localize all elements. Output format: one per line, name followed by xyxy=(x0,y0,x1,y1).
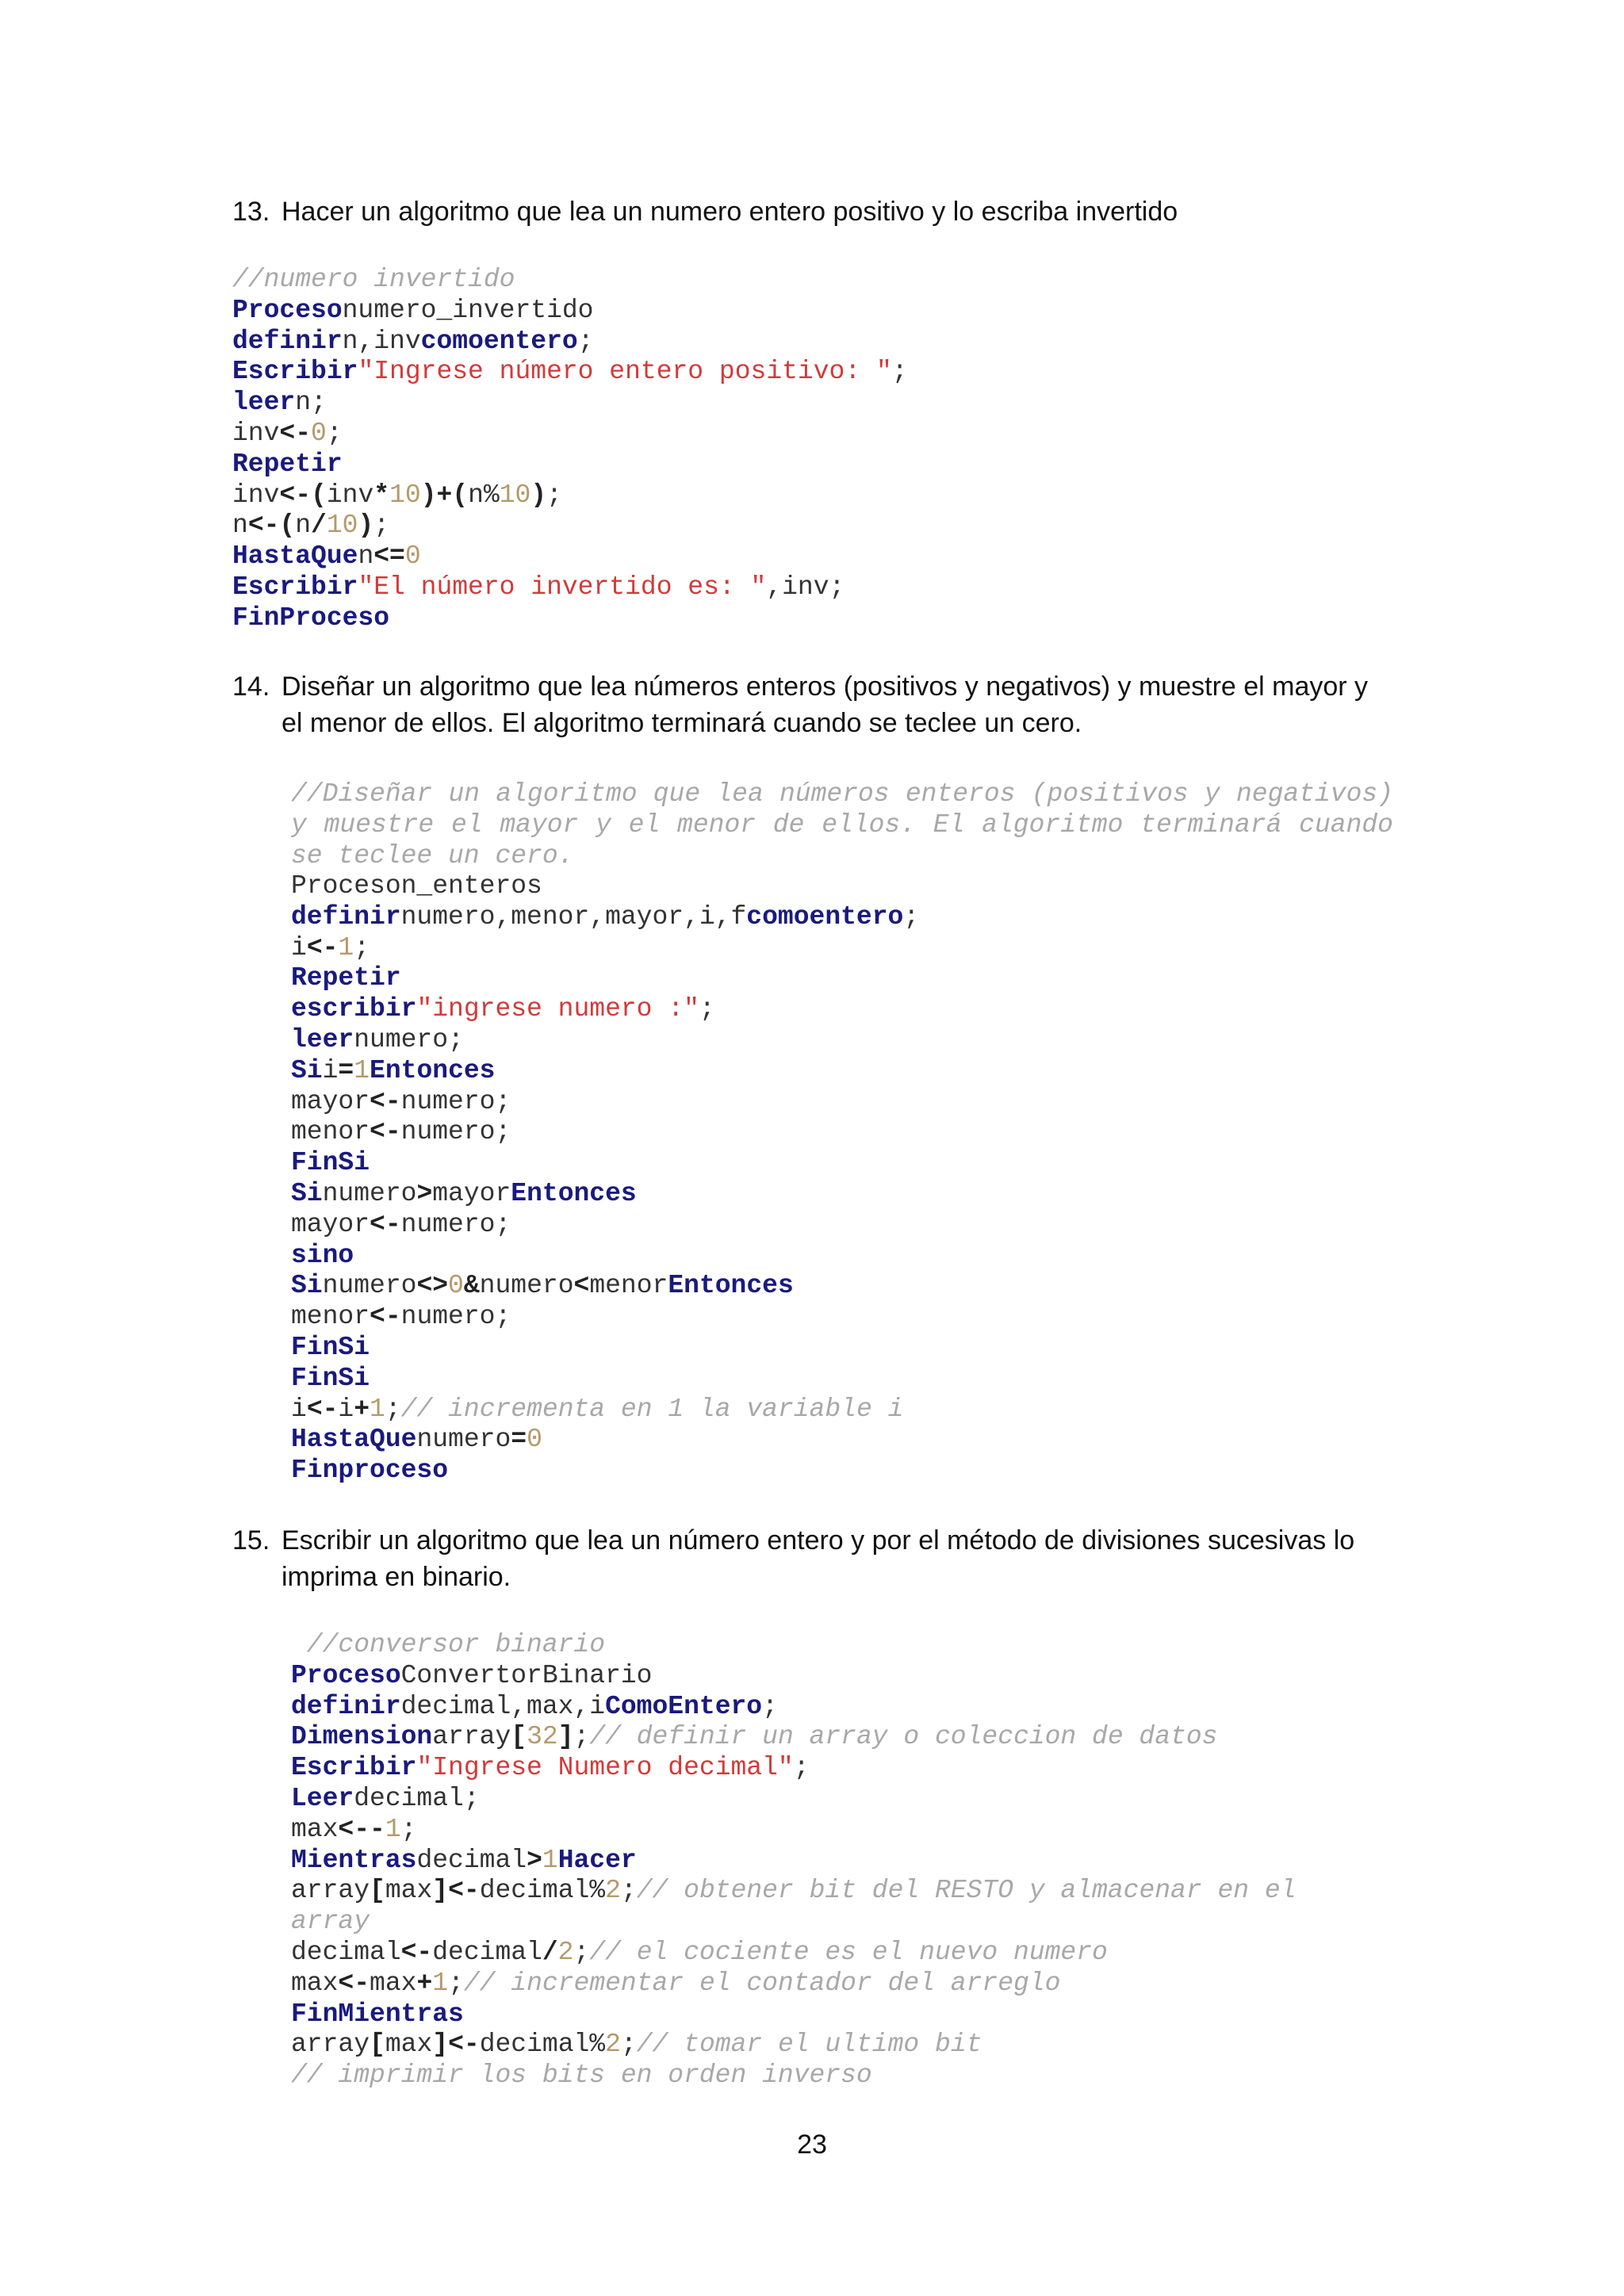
keyword: definir xyxy=(291,901,401,932)
code-line xyxy=(291,1876,1297,1907)
operator: [ xyxy=(511,1722,527,1752)
code-line xyxy=(291,963,919,994)
keyword: Proceso xyxy=(291,1660,401,1690)
operator: <> xyxy=(416,1271,449,1301)
code-line xyxy=(291,933,919,964)
identifier: ,inv; xyxy=(766,572,845,602)
identifier: menor xyxy=(291,1117,370,1147)
operator: <- xyxy=(370,1086,401,1116)
keyword: HastaQue xyxy=(291,1425,417,1455)
identifier: decimal,max,i xyxy=(400,1691,606,1721)
code-line xyxy=(232,419,908,450)
code-line xyxy=(291,1210,919,1241)
identifier: ; xyxy=(573,1937,590,1967)
code-comment: // incrementar el contador del arreglo xyxy=(463,1968,1061,1998)
number-literal: 0 xyxy=(527,1425,542,1455)
operator: > xyxy=(527,1845,542,1875)
identifier: ; xyxy=(546,480,562,510)
code-comment: // el cociente es el nuevo numero xyxy=(589,1937,1108,1967)
code-line xyxy=(291,1907,1297,1938)
keyword: leer xyxy=(232,388,296,418)
identifier: ; xyxy=(762,1691,778,1721)
identifier: i xyxy=(291,932,307,962)
identifier: array xyxy=(432,1722,511,1752)
keyword: comoentero xyxy=(420,326,578,356)
code-line xyxy=(291,871,919,902)
operator: <-( xyxy=(279,480,327,510)
code-line xyxy=(232,388,908,419)
code-comment: array xyxy=(291,1907,370,1937)
keyword: Hacer xyxy=(557,1845,637,1875)
operator: <- xyxy=(370,1117,401,1147)
operator: + xyxy=(416,1968,433,1998)
operator: <- xyxy=(306,932,339,962)
identifier: numero xyxy=(416,1425,511,1455)
operator: <- xyxy=(370,1209,401,1239)
identifier: n xyxy=(295,511,312,541)
identifier: ConvertorBinario xyxy=(400,1660,653,1690)
identifier: ; xyxy=(326,418,343,448)
number-literal: 1 xyxy=(542,1845,558,1875)
code-line xyxy=(291,1784,1297,1815)
code-comment: //conversor binario xyxy=(291,1630,606,1659)
code-line xyxy=(291,1364,919,1395)
code-line xyxy=(291,1333,919,1364)
number-literal: 1 xyxy=(432,1968,449,1998)
code-comment: // obtener bit del RESTO y almacenar en el xyxy=(636,1876,1297,1906)
identifier: ; xyxy=(373,511,390,541)
keyword: FinProceso xyxy=(232,603,390,633)
code-line xyxy=(291,1087,919,1118)
keyword: Entonces xyxy=(668,1271,794,1301)
keyword: Escribir xyxy=(232,572,358,602)
keyword: leer xyxy=(291,1024,354,1054)
keyword: escribir xyxy=(291,994,417,1024)
code-line xyxy=(232,541,908,572)
keyword: Si xyxy=(291,1271,323,1301)
operator: / xyxy=(311,511,327,541)
keyword: ComoEntero xyxy=(605,1691,763,1721)
operator: / xyxy=(542,1937,558,1967)
identifier: decimal% xyxy=(479,2030,606,2060)
keyword: Repetir xyxy=(232,449,343,479)
number-literal: 1 xyxy=(354,1055,370,1085)
identifier: i xyxy=(291,1394,307,1424)
operator: <- xyxy=(279,418,312,448)
identifier: decimal; xyxy=(354,1783,480,1813)
identifier: numero_invertido xyxy=(342,295,594,325)
operator: <- xyxy=(370,1302,401,1332)
operator: * xyxy=(373,480,390,510)
identifier: n% xyxy=(468,480,500,510)
exercise-14-comment: //Diseñar un algoritmo que lea números enteros (positivos y negativos) y muestre el mayor y el menor de ellos. El algoritmo terminará cuando se teclee un cero. xyxy=(291,779,1393,871)
code-comment: // imprimir los bits en orden inverso xyxy=(291,2061,872,2091)
identifier: decimal xyxy=(291,1937,401,1967)
exercise-14-code xyxy=(291,871,919,1487)
identifier: array xyxy=(291,2030,370,2060)
number-literal: 1 xyxy=(385,1814,401,1844)
identifier: inv xyxy=(232,418,280,448)
identifier: ; xyxy=(573,1722,590,1752)
string-literal: "Ingrese número entero positivo: " xyxy=(358,357,892,387)
number-literal: 2 xyxy=(605,1876,621,1906)
identifier: menor xyxy=(291,1302,370,1332)
operator: ]<- xyxy=(432,1876,480,1906)
keyword: FinSi xyxy=(291,1148,370,1178)
number-literal: 10 xyxy=(326,511,358,541)
operator: <- xyxy=(338,1968,370,1998)
code-line xyxy=(291,1179,919,1210)
code-line xyxy=(291,1846,1297,1877)
operator: = xyxy=(511,1425,527,1455)
number-literal: 1 xyxy=(370,1394,385,1424)
keyword: Si xyxy=(291,1178,323,1208)
operator: <- xyxy=(338,1814,370,1844)
code-line xyxy=(232,511,908,541)
identifier: max xyxy=(370,1968,417,1998)
number-literal: 10 xyxy=(499,480,531,510)
identifier: ; xyxy=(400,1814,417,1844)
code-line xyxy=(291,1999,1297,2030)
code-line xyxy=(232,480,908,511)
identifier: max xyxy=(385,1876,433,1906)
code-line xyxy=(232,603,908,634)
identifier: numero xyxy=(479,1271,574,1301)
exercise-text-line1: Diseñar un algoritmo que lea números enteros (positivos y negativos) y muestre el mayor y xyxy=(282,672,1369,702)
identifier: ; xyxy=(903,901,920,932)
code-line xyxy=(291,1241,919,1272)
operator: <- xyxy=(400,1937,433,1967)
operator: ) xyxy=(530,480,547,510)
keyword: Leer xyxy=(291,1783,354,1813)
identifier: max xyxy=(291,1814,339,1844)
number-literal: 0 xyxy=(448,1271,464,1301)
operator: + xyxy=(354,1394,370,1424)
identifier: numero; xyxy=(400,1086,511,1116)
identifier: ; xyxy=(699,994,715,1024)
exercise-13-heading xyxy=(232,193,1422,230)
code-line xyxy=(232,296,908,327)
code-line xyxy=(291,1630,1297,1661)
number-literal: 1 xyxy=(338,932,354,962)
operator: > xyxy=(416,1178,433,1208)
code-line xyxy=(291,1661,1297,1692)
keyword: Repetir xyxy=(291,963,401,993)
number-literal: 0 xyxy=(311,418,327,448)
number-literal: 10 xyxy=(389,480,421,510)
keyword: Escribir xyxy=(291,1753,417,1783)
operator: [ xyxy=(370,2030,385,2060)
keyword: Finproceso xyxy=(291,1456,449,1486)
identifier: ; xyxy=(620,1876,637,1906)
operator: [ xyxy=(370,1876,385,1906)
number-literal: 2 xyxy=(557,1937,574,1967)
identifier: i xyxy=(322,1055,339,1085)
identifier: array xyxy=(291,1876,370,1906)
operator: ) xyxy=(358,511,374,541)
code-line xyxy=(232,357,908,388)
identifier: numero xyxy=(322,1271,417,1301)
identifier: ; xyxy=(385,1394,401,1424)
identifier: ; xyxy=(577,326,594,356)
number-literal: 32 xyxy=(527,1722,558,1752)
string-literal: "El número invertido es: " xyxy=(358,572,767,602)
identifier: numero; xyxy=(400,1209,511,1239)
operator: ] xyxy=(557,1722,574,1752)
exercise-text-line1: Escribir un algoritmo que lea un número entero y por el método de divisiones sucesivas lo xyxy=(282,1525,1355,1556)
keyword: Entonces xyxy=(511,1178,637,1208)
keyword: FinSi xyxy=(291,1332,370,1362)
code-line xyxy=(291,1302,919,1333)
keyword: Escribir xyxy=(232,357,358,387)
code-comment: // definir un array o coleccion de datos xyxy=(589,1722,1218,1752)
identifier: max xyxy=(385,2030,433,2060)
identifier: mayor xyxy=(291,1086,370,1116)
keyword: Entonces xyxy=(370,1055,496,1085)
keyword: definir xyxy=(232,326,343,356)
code-line xyxy=(291,2030,1297,2061)
code-line xyxy=(291,1753,1297,1784)
exercise-13-code xyxy=(232,265,908,634)
keyword: FinMientras xyxy=(291,1999,464,2029)
operator: <- xyxy=(306,1394,339,1424)
operator: )+( xyxy=(420,480,469,510)
code-comment: // tomar el ultimo bit xyxy=(636,2030,982,2060)
code-line xyxy=(232,265,908,296)
keyword: Si xyxy=(291,1055,323,1085)
code-line xyxy=(291,1692,1297,1723)
identifier: numero; xyxy=(354,1024,464,1054)
identifier: n xyxy=(232,511,248,541)
identifier: decimal xyxy=(432,1937,542,1967)
code-line xyxy=(291,1969,1297,1999)
identifier: inv xyxy=(232,480,280,510)
code-line xyxy=(291,1148,919,1179)
code-line xyxy=(291,1025,919,1056)
identifier: ; xyxy=(793,1753,810,1783)
keyword: sino xyxy=(291,1240,354,1270)
identifier: decimal xyxy=(416,1845,527,1875)
exercise-15-heading xyxy=(232,1522,1422,1595)
page-number: 23 xyxy=(797,2130,827,2160)
code-comment: //numero invertido xyxy=(232,265,515,294)
code-line xyxy=(291,1271,919,1302)
identifier: menor xyxy=(589,1271,668,1301)
code-line xyxy=(291,1395,919,1425)
exercise-number: 15. xyxy=(232,1525,270,1556)
exercise-14-heading xyxy=(232,668,1422,741)
identifier: inv xyxy=(326,480,374,510)
code-line xyxy=(291,1938,1297,1969)
keyword: HastaQue xyxy=(232,541,358,572)
operator: <-( xyxy=(247,511,296,541)
operator: = xyxy=(338,1055,354,1085)
keyword: FinSi xyxy=(291,1363,370,1393)
keyword: Dimension xyxy=(291,1722,433,1752)
operator: - xyxy=(370,1814,385,1844)
code-comment: // incrementa en 1 la variable i xyxy=(400,1394,904,1424)
identifier: mayor xyxy=(432,1178,511,1208)
code-line xyxy=(232,572,908,603)
identifier: numero; xyxy=(400,1302,511,1332)
identifier: numero; xyxy=(400,1117,511,1147)
exercise-number: 14. xyxy=(232,672,270,702)
code-line xyxy=(291,1815,1297,1846)
exercise-text-line2: el menor de ellos. El algoritmo terminará cuando se teclee un cero. xyxy=(282,708,1082,738)
number-literal: 0 xyxy=(404,541,421,572)
exercise-15-code xyxy=(291,1630,1297,2091)
string-literal: "ingrese numero :" xyxy=(416,994,699,1024)
code-line xyxy=(291,994,919,1025)
identifier: ; xyxy=(891,357,908,387)
operator: & xyxy=(463,1271,480,1301)
keyword: Proceso xyxy=(232,295,343,325)
identifier: numero,menor,mayor,i,f xyxy=(400,901,747,932)
identifier: ; xyxy=(620,2030,637,2060)
code-line xyxy=(232,450,908,480)
identifier: ; xyxy=(354,932,370,962)
code-line xyxy=(291,1722,1297,1753)
code-line xyxy=(291,1117,919,1148)
identifier: n xyxy=(358,541,374,572)
keyword: Mientras xyxy=(291,1845,417,1875)
operator: < xyxy=(573,1271,590,1301)
identifier: n,inv xyxy=(342,326,421,356)
number-literal: 2 xyxy=(605,2030,621,2060)
exercise-text-line2: imprima en binario. xyxy=(282,1562,511,1592)
code-line xyxy=(232,327,908,358)
exercise-text: Hacer un algoritmo que lea un numero entero positivo y lo escriba invertido xyxy=(282,197,1178,227)
code-line xyxy=(291,2061,1297,2091)
identifier: decimal% xyxy=(479,1876,606,1906)
identifier: i xyxy=(338,1394,354,1424)
code-line xyxy=(291,1425,919,1456)
identifier: ; xyxy=(448,1968,464,1998)
exercise-number: 13. xyxy=(232,197,270,227)
string-literal: "Ingrese Numero decimal" xyxy=(416,1753,794,1783)
identifier: max xyxy=(291,1968,339,1998)
code-line xyxy=(291,902,919,933)
identifier: Proceson_enteros xyxy=(291,871,542,901)
code-line xyxy=(291,1056,919,1087)
operator: ]<- xyxy=(432,2030,480,2060)
identifier: n; xyxy=(295,388,327,418)
keyword: definir xyxy=(291,1691,401,1721)
identifier: numero xyxy=(322,1178,417,1208)
keyword: comoentero xyxy=(746,901,904,932)
identifier: mayor xyxy=(291,1209,370,1239)
operator: <= xyxy=(373,541,405,572)
code-line xyxy=(291,1456,919,1487)
